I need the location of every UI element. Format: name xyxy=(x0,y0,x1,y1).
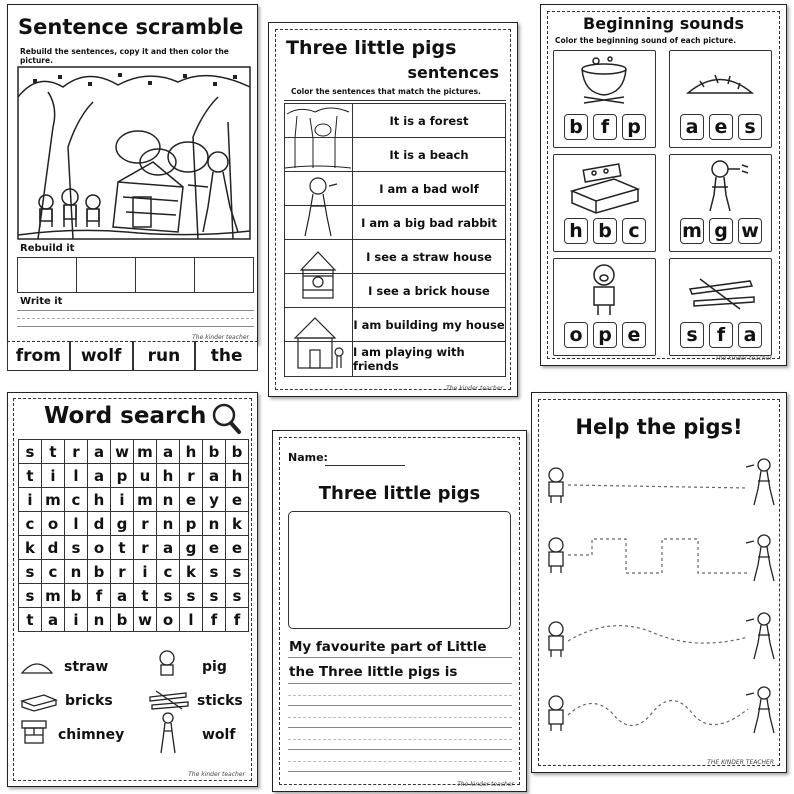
grid-cell[interactable]: e xyxy=(180,488,203,512)
credit-text: The kinder teacher xyxy=(188,771,245,778)
table-row xyxy=(285,342,505,376)
letter-choice[interactable]: g xyxy=(709,218,733,244)
grid-cell[interactable]: p xyxy=(111,464,134,488)
letter-choice[interactable]: b xyxy=(593,218,617,244)
favourite-part-sheet xyxy=(272,430,527,792)
grid-cell[interactable]: h xyxy=(226,464,249,488)
word-item: chimney xyxy=(58,727,125,743)
sentence-scramble-instructions: Rebuild the sentences, copy it and then color the picture. xyxy=(20,47,229,65)
forest-scene-picture xyxy=(18,67,250,239)
grid-cell[interactable]: p xyxy=(180,512,203,536)
sticks-icon xyxy=(670,259,771,319)
drawing-box[interactable] xyxy=(288,511,511,629)
help-the-pigs-title: Help the pigs! xyxy=(575,415,743,439)
grid-cell[interactable]: s xyxy=(65,536,88,560)
trace-path-wave xyxy=(568,701,748,726)
grid-cell[interactable]: i xyxy=(111,488,134,512)
wolf-icon xyxy=(746,459,774,505)
grid-cell[interactable]: f xyxy=(203,608,226,632)
sentences-title-line2: sentences xyxy=(407,63,499,82)
writing-line[interactable] xyxy=(288,771,512,772)
trace-path-straight xyxy=(568,485,748,488)
sentence-option[interactable]: I see a straw house xyxy=(366,249,492,264)
word-item: wolf xyxy=(202,727,236,743)
grid-cell[interactable]: u xyxy=(134,464,157,488)
table-row xyxy=(285,172,505,206)
rebuild-slot[interactable] xyxy=(77,258,136,292)
wolf-icon xyxy=(156,711,180,755)
grid-cell[interactable]: b xyxy=(65,584,88,608)
letter-choice[interactable]: p xyxy=(593,322,617,348)
beginning-sounds-sheet xyxy=(540,4,787,366)
table-row xyxy=(285,104,505,138)
grid-cell[interactable]: c xyxy=(157,560,180,584)
word-card[interactable]: wolf xyxy=(70,341,133,371)
grid-cell[interactable]: c xyxy=(19,512,42,536)
building-house-picture xyxy=(285,308,353,341)
tracing-paths xyxy=(532,393,787,773)
letter-choice[interactable]: e xyxy=(709,114,733,140)
grid-cell[interactable]: i xyxy=(19,488,42,512)
grid-cell[interactable]: r xyxy=(134,512,157,536)
grid-cell[interactable]: s xyxy=(19,584,42,608)
sentence-option[interactable]: I am playing with friends xyxy=(353,345,465,373)
grid-cell[interactable]: s xyxy=(180,584,203,608)
table-row xyxy=(285,138,505,172)
grid-cell[interactable]: s xyxy=(157,584,180,608)
letter-choice[interactable]: p xyxy=(622,114,646,140)
grid-cell[interactable]: l xyxy=(65,464,88,488)
grid-cell[interactable]: o xyxy=(42,512,65,536)
grid-cell[interactable]: a xyxy=(42,608,65,632)
help-the-pigs-sheet xyxy=(531,392,787,773)
sentences-sheet xyxy=(268,22,518,397)
sentence-option[interactable]: I am building my house xyxy=(353,317,505,332)
favourite-line-1: My favourite part of Little xyxy=(289,639,487,655)
word-card[interactable]: from xyxy=(7,341,70,371)
grid-cell[interactable]: k xyxy=(19,536,42,560)
sentence-scramble-sheet xyxy=(7,4,258,344)
writing-line-dashed xyxy=(288,717,512,718)
grid-cell[interactable]: h xyxy=(180,440,203,464)
name-input[interactable] xyxy=(325,465,405,466)
grid-cell[interactable]: a xyxy=(203,464,226,488)
writing-line xyxy=(288,657,512,658)
letter-choice[interactable]: o xyxy=(564,322,588,348)
cauldron-icon xyxy=(554,51,655,111)
sentence-option[interactable]: I am a bad wolf xyxy=(379,181,479,196)
straw-house-picture xyxy=(285,240,353,273)
forest-picture-cont xyxy=(285,138,353,171)
sound-cell xyxy=(669,154,772,252)
grid-cell[interactable]: y xyxy=(203,488,226,512)
grid-cell[interactable]: n xyxy=(88,608,111,632)
letter-choice[interactable]: a xyxy=(680,114,704,140)
sound-cell xyxy=(553,258,656,356)
table-row xyxy=(285,240,505,274)
divider xyxy=(284,100,506,101)
grid-cell[interactable]: b xyxy=(88,560,111,584)
pig-icon xyxy=(549,622,563,657)
grid-cell[interactable]: g xyxy=(111,512,134,536)
chimney-icon xyxy=(20,719,48,745)
credit-text: The kinder teacher xyxy=(457,781,514,788)
trace-path-square xyxy=(568,539,748,573)
wolf-icon xyxy=(746,535,774,581)
grid-cell[interactable]: m xyxy=(42,584,65,608)
grid-cell[interactable]: s xyxy=(19,560,42,584)
grid-cell[interactable]: n xyxy=(157,512,180,536)
grid-cell[interactable]: k xyxy=(180,560,203,584)
wolf-icon xyxy=(746,687,774,733)
letter-choice[interactable]: a xyxy=(738,322,762,348)
trace-path-curve xyxy=(568,626,748,643)
wolf-picture xyxy=(285,172,353,205)
grid-cell[interactable]: a xyxy=(88,440,111,464)
grid-cell[interactable]: i xyxy=(42,464,65,488)
straw-icon xyxy=(670,51,771,111)
grid-cell[interactable]: n xyxy=(157,488,180,512)
grid-cell[interactable]: b xyxy=(226,440,249,464)
grid-cell[interactable]: d xyxy=(42,536,65,560)
grid-cell[interactable]: e xyxy=(226,536,249,560)
pig-icon xyxy=(554,259,655,319)
grid-cell[interactable]: o xyxy=(88,536,111,560)
sentences-instructions: Color the sentences that match the pictures. xyxy=(291,87,481,96)
word-search-title: Word search xyxy=(44,403,207,429)
grid-cell[interactable]: l xyxy=(65,512,88,536)
credit-text: The kinder teacher xyxy=(192,334,249,341)
writing-line-dashed xyxy=(288,761,512,762)
writing-line-dashed xyxy=(288,695,512,696)
grid-cell[interactable]: i xyxy=(65,608,88,632)
grid-cell[interactable]: o xyxy=(157,608,180,632)
grid-cell[interactable]: b xyxy=(203,440,226,464)
grid-cell[interactable]: s xyxy=(226,560,249,584)
grid-cell[interactable]: h xyxy=(88,488,111,512)
grid-cell[interactable]: t xyxy=(19,464,42,488)
grid-cell[interactable]: w xyxy=(111,440,134,464)
grid-cell[interactable]: c xyxy=(42,560,65,584)
grid-cell[interactable]: r xyxy=(180,464,203,488)
grid-cell[interactable]: t xyxy=(19,608,42,632)
pig-icon xyxy=(549,696,563,731)
grid-cell[interactable]: r xyxy=(111,560,134,584)
writing-line[interactable] xyxy=(288,705,512,706)
grid-cell[interactable]: a xyxy=(111,584,134,608)
table-row xyxy=(285,274,505,308)
table-row xyxy=(285,206,505,240)
building-house-picture-cont xyxy=(285,342,353,376)
grid-cell[interactable]: m xyxy=(134,440,157,464)
grid-cell[interactable]: a xyxy=(88,464,111,488)
letter-choice[interactable]: f xyxy=(709,322,733,348)
wolf-picture-cont xyxy=(285,206,353,239)
writing-line-dashed xyxy=(17,318,254,319)
grid-cell[interactable]: g xyxy=(180,536,203,560)
grid-cell[interactable]: m xyxy=(134,488,157,512)
letter-choice[interactable]: h xyxy=(564,218,588,244)
writing-line xyxy=(288,683,512,684)
word-cards xyxy=(7,341,258,371)
magnifier-icon xyxy=(211,402,241,434)
grid-cell[interactable]: h xyxy=(157,464,180,488)
grid-cell[interactable]: l xyxy=(180,608,203,632)
straw-icon xyxy=(20,655,54,675)
grid-cell[interactable]: c xyxy=(65,488,88,512)
letter-choice[interactable]: b xyxy=(564,114,588,140)
word-card[interactable]: run xyxy=(133,341,196,371)
grid-cell[interactable]: f xyxy=(226,608,249,632)
pig-icon xyxy=(154,649,180,679)
grid-cell[interactable]: n xyxy=(203,512,226,536)
letter-choice[interactable]: f xyxy=(593,114,617,140)
word-item: straw xyxy=(64,659,109,675)
grid-cell[interactable]: i xyxy=(134,560,157,584)
wolf-icon xyxy=(670,155,771,215)
word-item: pig xyxy=(202,659,227,675)
grid-cell[interactable]: e xyxy=(226,488,249,512)
writing-line[interactable] xyxy=(17,310,254,311)
sentence-table xyxy=(284,103,506,377)
grid-cell[interactable]: k xyxy=(226,512,249,536)
grid-cell[interactable]: a xyxy=(157,440,180,464)
credit-text: THE KINDER TEACHER xyxy=(707,759,774,766)
rebuild-slot[interactable] xyxy=(18,258,77,292)
letter-choice[interactable]: m xyxy=(680,218,704,244)
sound-cell xyxy=(669,50,772,148)
rebuild-grid[interactable] xyxy=(17,257,254,293)
word-item: sticks xyxy=(197,693,243,709)
straw-house-picture-cont xyxy=(285,274,353,307)
grid-cell[interactable]: a xyxy=(157,536,180,560)
write-label: Write it xyxy=(20,296,63,307)
pig-icon xyxy=(549,538,563,573)
letter-choice[interactable]: e xyxy=(622,322,646,348)
grid-cell[interactable]: f xyxy=(88,584,111,608)
word-search-grid[interactable] xyxy=(18,439,249,632)
grid-cell[interactable]: t xyxy=(134,584,157,608)
letter-choice[interactable]: s xyxy=(738,114,762,140)
rebuild-slot[interactable] xyxy=(136,258,195,292)
grid-cell[interactable]: b xyxy=(111,608,134,632)
favourite-line-2: the Three little pigs is xyxy=(289,664,458,680)
word-card[interactable]: the xyxy=(195,341,258,371)
grid-cell[interactable]: s xyxy=(226,584,249,608)
story-title: Three little pigs xyxy=(318,483,481,504)
grid-cell[interactable]: s xyxy=(203,560,226,584)
forest-picture xyxy=(285,104,353,137)
writing-line[interactable] xyxy=(17,326,254,327)
wolf-icon xyxy=(746,613,774,659)
sentence-option[interactable]: I am a big bad rabbit xyxy=(361,215,497,230)
grid-cell[interactable]: r xyxy=(134,536,157,560)
bricks-icon xyxy=(20,687,58,711)
sound-cell xyxy=(553,154,656,252)
rebuild-slot[interactable] xyxy=(195,258,253,292)
sound-cell xyxy=(669,258,772,356)
beginning-sounds-instructions: Color the beginning sound of each picture. xyxy=(555,36,737,45)
pig-icon xyxy=(549,468,563,503)
grid-cell[interactable]: m xyxy=(42,488,65,512)
word-item: bricks xyxy=(65,693,113,709)
letter-choice[interactable]: s xyxy=(680,322,704,348)
credit-text: The kinder teacher xyxy=(446,385,503,392)
word-search-sheet xyxy=(7,392,258,787)
grid-cell[interactable]: d xyxy=(88,512,111,536)
sound-cell xyxy=(553,50,656,148)
grid-cell[interactable]: t xyxy=(42,440,65,464)
name-label: Name: xyxy=(288,451,328,464)
grid-cell[interactable]: e xyxy=(203,536,226,560)
grid-cell[interactable]: r xyxy=(65,440,88,464)
letter-choice[interactable]: w xyxy=(738,218,762,244)
sentence-scramble-title: Sentence scramble xyxy=(18,15,244,39)
sentence-option[interactable]: It is a forest xyxy=(389,113,469,128)
grid-cell[interactable]: n xyxy=(65,560,88,584)
letter-choice[interactable]: c xyxy=(622,218,646,244)
grid-cell[interactable]: s xyxy=(19,440,42,464)
rebuild-label: Rebuild it xyxy=(20,243,75,254)
sentence-option[interactable]: I see a brick house xyxy=(368,283,490,298)
sticks-icon xyxy=(148,687,190,711)
sentences-title-line1: Three little pigs xyxy=(286,37,457,59)
writing-line[interactable] xyxy=(288,727,512,728)
table-row xyxy=(285,308,505,342)
writing-line-dashed xyxy=(288,739,512,740)
grid-cell[interactable]: w xyxy=(134,608,157,632)
writing-line[interactable] xyxy=(288,749,512,750)
beginning-sounds-title: Beginning sounds xyxy=(583,14,744,33)
grid-cell[interactable]: t xyxy=(111,536,134,560)
credit-text: The kinder teacher xyxy=(715,355,772,362)
sentence-option[interactable]: It is a beach xyxy=(389,147,469,162)
grid-cell[interactable]: s xyxy=(203,584,226,608)
bricks-icon xyxy=(554,155,655,215)
